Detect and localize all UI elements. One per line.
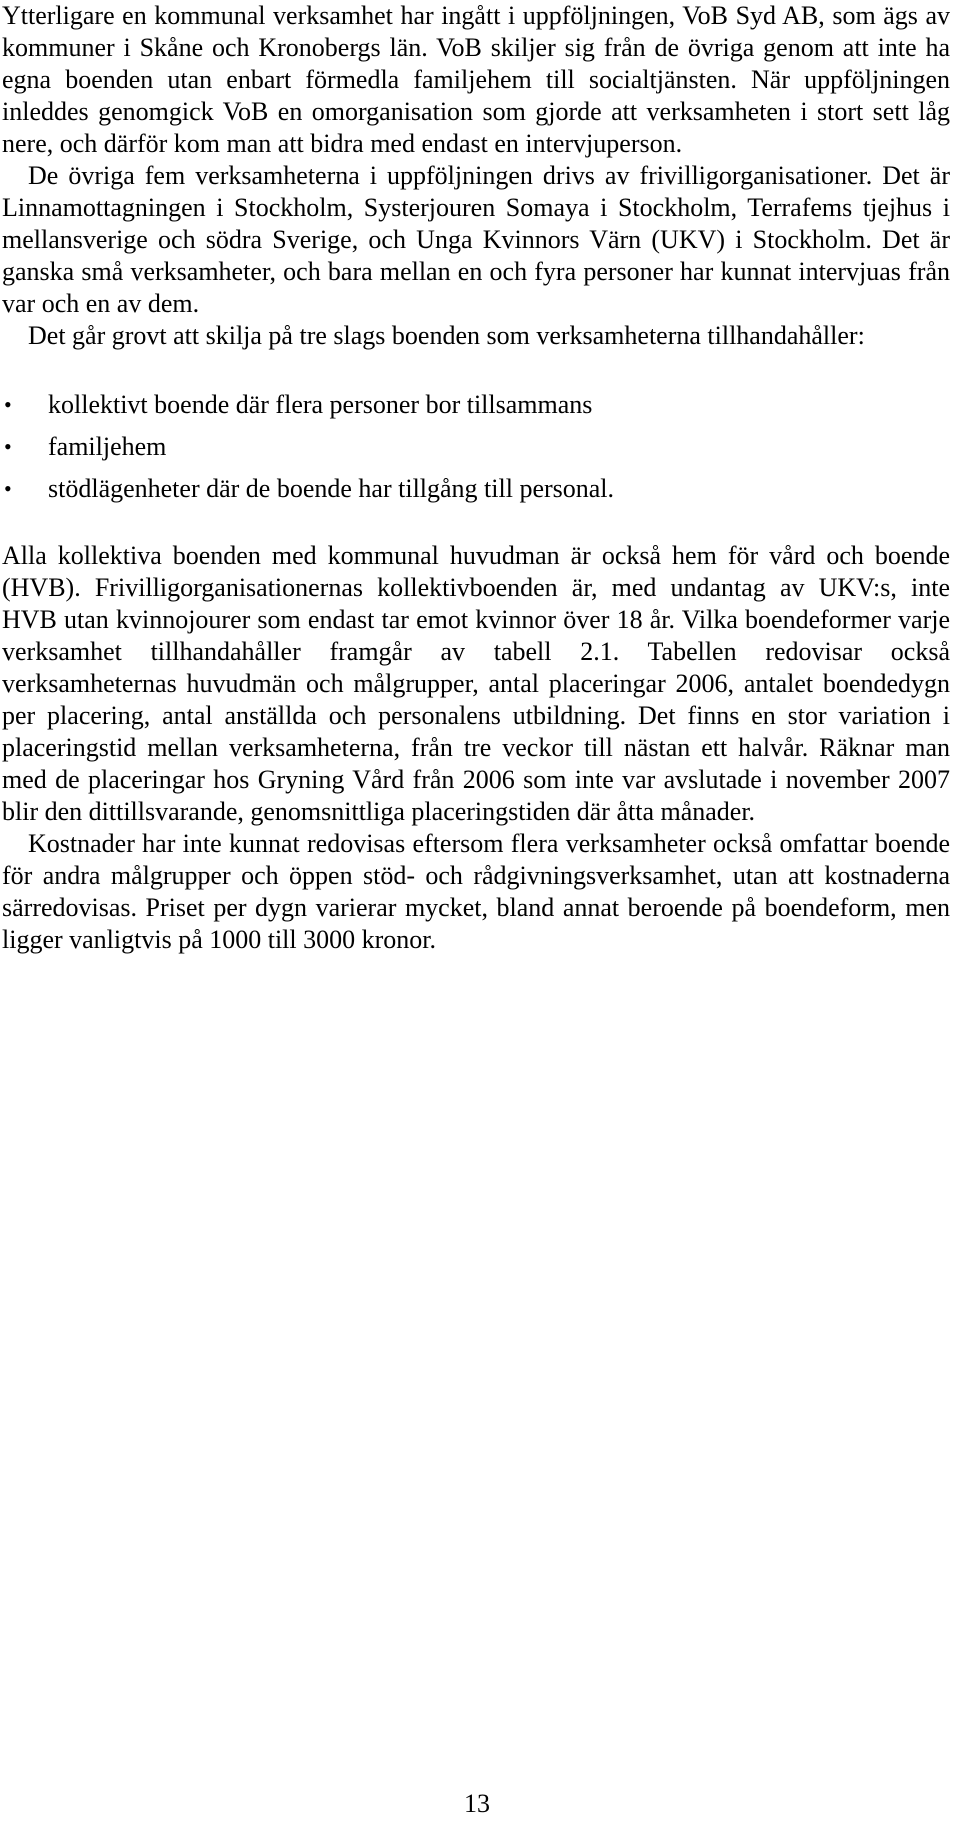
bullet-icon: •	[4, 434, 12, 459]
list-item	[2, 384, 950, 426]
bullet-icon: •	[4, 476, 12, 501]
list-item-text: stödlägenheter där de boende har tillgång till personal.	[48, 474, 615, 503]
list-item	[2, 468, 950, 510]
paragraph-boendetyper-intro: Det går grovt att skilja på tre slags boenden som verksamheterna tillhandahåller:	[28, 321, 865, 350]
paragraph-vob: Ytterligare en kommunal verksamhet har ingått i uppföljningen, VoB Syd AB, som ägs av kommuner i Skåne och Kronobergs län. VoB skiljer sig från de övriga genom att inte ha egna boenden utan enbart förmedla familjehem till socialtjänsten. När uppföljningen inleddes genomgick VoB en omorganisation som gjorde att verksamheten i stort sett låg nere, och därför kom man att bidra med endast en intervjuperson.	[2, 1, 950, 158]
page-number-text: 13	[464, 1789, 490, 1818]
paragraph-hvb: Alla kollektiva boenden med kommunal huvudman är också hem för vård och boende (HVB). Frivilligorganisationernas kollektivboenden är, med undantag av UKV:s, inte HVB utan kvinnojourer som endast tar emot kvinnor över 18 år. Vilka boendeformer varje verksamhet tillhandahåller framgår av tabell 2.1. Tabellen redovisar också verksamheternas huvudmän och målgrupper, antal placeringar 2006, antalet boendedygn per placering, antal anställda och personalens utbildning. Det finns en stor variation i placeringstid mellan verksamheterna, från tre veckor till nästan ett halvår. Räknar man med de placeringar hos Gryning Vård från 2006 som inte var avslutade i november 2007 blir den dittillsvarande, genomsnittliga placeringstiden där åtta månader.	[2, 541, 950, 826]
body-text	[2, 0, 950, 956]
list-item-text: kollektivt boende där flera personer bor tillsammans	[48, 390, 593, 419]
paragraph-kostnader: Kostnader har inte kunnat redovisas eftersom flera verksamheter också omfattar boende för andra målgrupper och öppen stöd- och rådgivningsverksamhet, utan att kostnaderna särredovisas. Priset per dygn varierar mycket, bland annat beroende på boendeform, men ligger vanligtvis på 1000 till 3000 kronor.	[2, 829, 950, 954]
bullet-list-boendeformer	[2, 384, 950, 510]
list-item-text: familjehem	[48, 432, 167, 461]
bullet-icon: •	[4, 392, 12, 417]
paragraph-frivilligorganisationer: De övriga fem verksamheterna i uppföljningen drivs av frivilligorganisationer. Det är Linnamottagningen i Stockholm, Systerjouren Somaya i Stockholm, Terrafems tjejhus i mellansverige och södra Sverige, och Unga Kvinnors Värn (UKV) i Stockholm. Det är ganska små verksamheter, och bara mellan en och fyra personer har kunnat intervjuas från var och en av dem.	[2, 161, 950, 318]
page-number	[0, 1788, 960, 1820]
list-item	[2, 426, 950, 468]
